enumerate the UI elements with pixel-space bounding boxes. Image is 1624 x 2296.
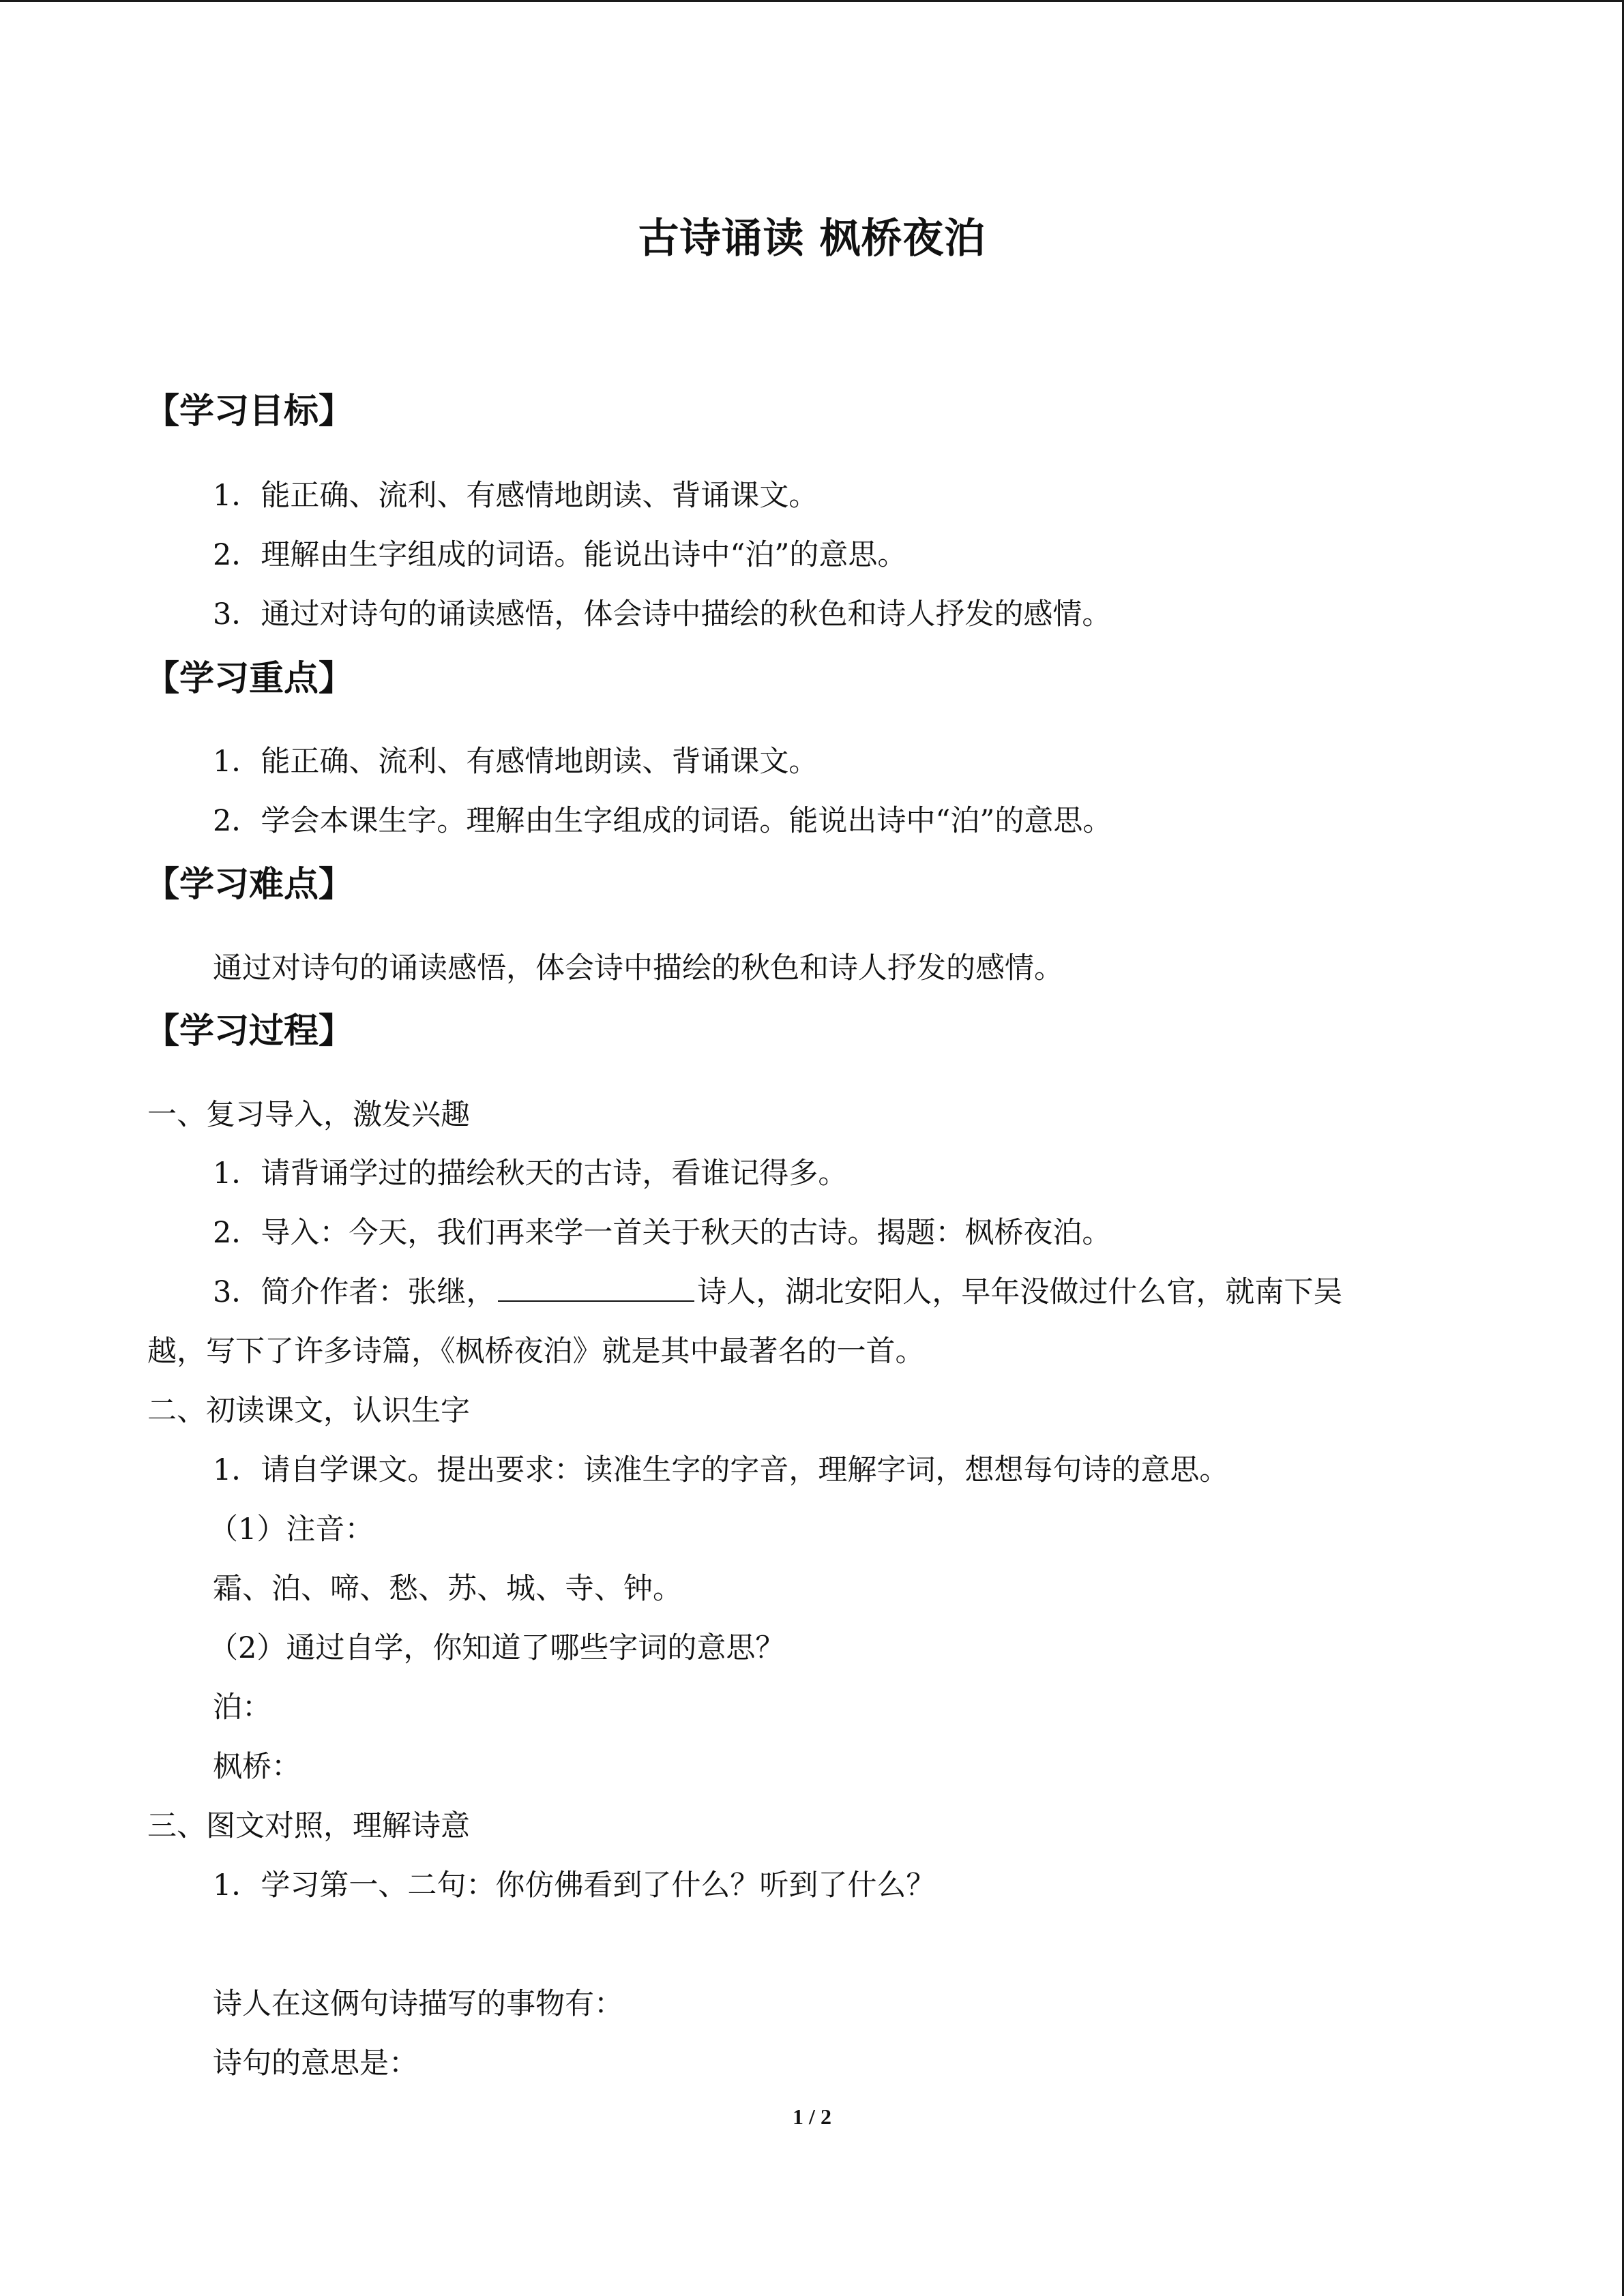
- new-characters-list: 霜、泊、啼、愁、苏、城、寺、钟。: [213, 1572, 682, 1606]
- heading-key-points: 【学习重点】: [145, 659, 354, 699]
- process-part3-title: 三、图文对照，理解诗意: [147, 1809, 470, 1843]
- word-fengqiao: 枫桥：: [213, 1750, 301, 1784]
- heading-learning-process: 【学习过程】: [145, 1011, 354, 1052]
- process-part2-sub2: （2）通过自学，你知道了哪些字词的意思？: [209, 1631, 785, 1665]
- author-intro-after: 诗人，湖北安阳人，早年没做过什么官，就南下吴: [697, 1275, 1343, 1309]
- poem-things-prompt: 诗人在这俩句诗描写的事物有：: [213, 1987, 623, 2021]
- process-part2-sub1: （1）注音：: [209, 1512, 374, 1547]
- key-point-item-1: 1．能正确、流利、有感情地朗读、背诵课文。: [213, 745, 818, 779]
- poem-meaning-prompt: 诗句的意思是：: [213, 2046, 418, 2081]
- page-number: 1 / 2: [793, 2104, 831, 2129]
- process-part1-item2: 2．导入：今天，我们再来学一首关于秋天的古诗。揭题：枫桥夜泊。: [213, 1216, 1112, 1250]
- process-part2-title: 二、初读课文，认识生字: [147, 1394, 470, 1428]
- process-part2-item1: 1．请自学课文。提出要求：读准生字的字音，理解字词，想想每句诗的意思。: [213, 1453, 1229, 1487]
- process-part1-item1: 1．请背诵学过的描绘秋天的古诗，看谁记得多。: [213, 1157, 848, 1191]
- heading-learning-goals: 【学习目标】: [145, 391, 354, 432]
- process-part1-title: 一、复习导入，激发兴趣: [147, 1098, 470, 1132]
- fill-in-blank[interactable]: [498, 1272, 694, 1302]
- goal-item-1: 1．能正确、流利、有感情地朗读、背诵课文。: [213, 479, 818, 513]
- process-part1-item3: [213, 1271, 1342, 1313]
- document-title: 古诗诵读 枫桥夜泊: [638, 215, 986, 263]
- author-intro-before: 3．简介作者：张继，: [213, 1275, 496, 1309]
- page-frame-top: [0, 0, 1624, 2]
- process-part1-item3-continued: 越，写下了许多诗篇，《枫桥夜泊》就是其中最著名的一首。: [147, 1335, 925, 1369]
- goal-item-2: 2．理解由生字组成的词语。能说出诗中“泊”的意思。: [213, 538, 907, 572]
- goal-item-3: 3．通过对诗句的诵读感悟，体会诗中描绘的秋色和诗人抒发的感情。: [213, 597, 1112, 631]
- difficulty-text: 通过对诗句的诵读感悟，体会诗中描绘的秋色和诗人抒发的感情。: [213, 951, 1063, 985]
- word-bo: 泊：: [213, 1690, 271, 1725]
- process-part3-item1: 1．学习第一、二句：你仿佛看到了什么？听到了什么？: [213, 1868, 936, 1903]
- heading-difficulties: 【学习难点】: [145, 865, 354, 905]
- key-point-item-2: 2．学会本课生字。理解由生字组成的词语。能说出诗中“泊”的意思。: [213, 804, 1112, 838]
